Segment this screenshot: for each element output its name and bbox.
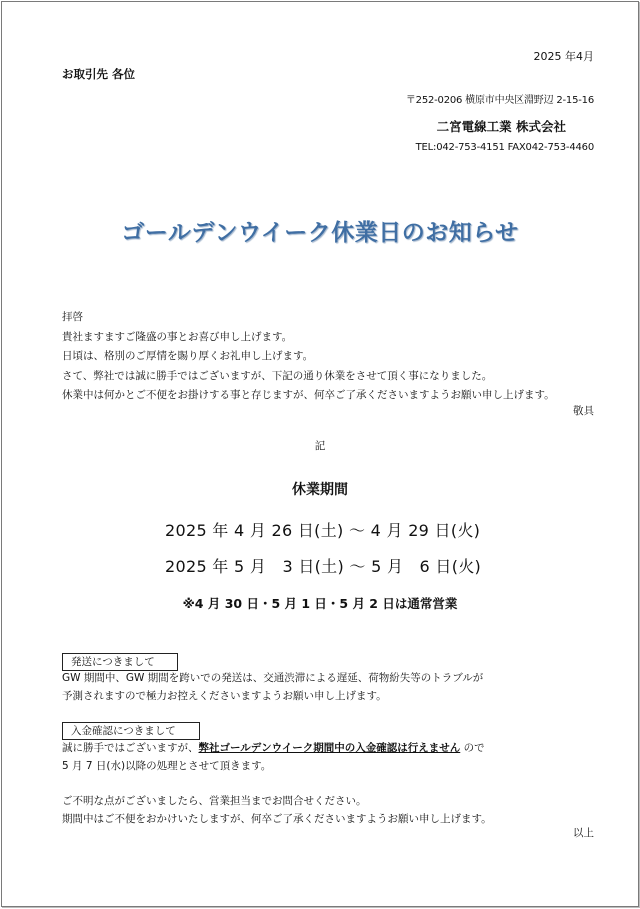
company-name: 二宮電線工業 株式会社 — [436, 119, 566, 134]
shipping-line-1: GW 期間中、GW 期間を跨いでの発送は、交通渋滞による遅延、荷物紛失等のトラブルが — [62, 672, 484, 684]
payment-line-1-after: ので — [460, 742, 485, 754]
issue-date: 2025 年4月 — [533, 50, 594, 63]
haikei: 拝啓 — [62, 311, 83, 323]
payment-line-1-before: 誠に勝手ではございますが、 — [62, 742, 199, 754]
keigu: 敬具 — [573, 405, 594, 417]
holiday-range-2: 2025 年 5 月 3 日(土) ～ 5 月 6 日(火) — [165, 557, 482, 576]
closing-paragraph — [62, 792, 492, 828]
payment-emphasis: 弊社ゴールデンウイーク期間中の入金確認は行えません — [198, 742, 461, 754]
ijou: 以上 — [573, 827, 594, 839]
tel-fax: TEL:042-753-4151 FAX042-753-4460 — [415, 142, 594, 153]
payment-line-2: 5 月 7 日(水)以降の処理とさせて頂きます。 — [62, 760, 272, 772]
closing-line-2: 期間中はご不便をおかけいたしますが、何卒ご了承くださいますようお願い申し上げます。 — [62, 813, 492, 825]
addressee: お取引先 各位 — [62, 67, 136, 81]
payment-paragraph — [62, 739, 485, 775]
greeting-block — [62, 308, 555, 406]
greeting-line-1: 貴社ますますご隆盛の事とお喜び申し上げます。 — [62, 330, 293, 343]
payment-label: 入金確認につきまして — [62, 722, 200, 740]
holiday-range-1: 2025 年 4 月 26 日(土) ～ 4 月 29 日(火) — [165, 521, 481, 540]
shipping-line-2: 予測されますので極力お控えくださいますようお願い申し上げます。 — [62, 690, 387, 702]
page-title: ゴールデンウイーク休業日のお知らせ — [121, 220, 519, 246]
greeting-line-3: さて、弊社では誠に勝手ではございますが、下記の通り休業をさせて頂く事になりました。 — [62, 369, 493, 382]
payment-line-1 — [62, 739, 485, 757]
holiday-heading: 休業期間 — [292, 482, 348, 498]
ki-marker: 記 — [314, 440, 326, 452]
document-page — [1, 1, 639, 907]
greeting-line-2: 日頃は、格別のご厚情を賜り厚くお礼申し上げます。 — [62, 350, 314, 362]
shipping-label: 発送につきまして — [62, 653, 178, 671]
greeting-line-4: 休業中は何かとご不便をお掛けする事と存じますが、何卒ご了承くださいますようお願い申し上げます。 — [62, 389, 555, 401]
business-days-note: ※4 月 30 日・5 月 1 日・5 月 2 日は通常営業 — [182, 596, 458, 611]
closing-line-1: ご不明な点がございましたら、営業担当までお問合せください。 — [62, 795, 367, 807]
postal-address: 〒252-0206 横原市中央区淵野辺 2-15-16 — [405, 95, 594, 106]
shipping-paragraph — [62, 669, 483, 705]
